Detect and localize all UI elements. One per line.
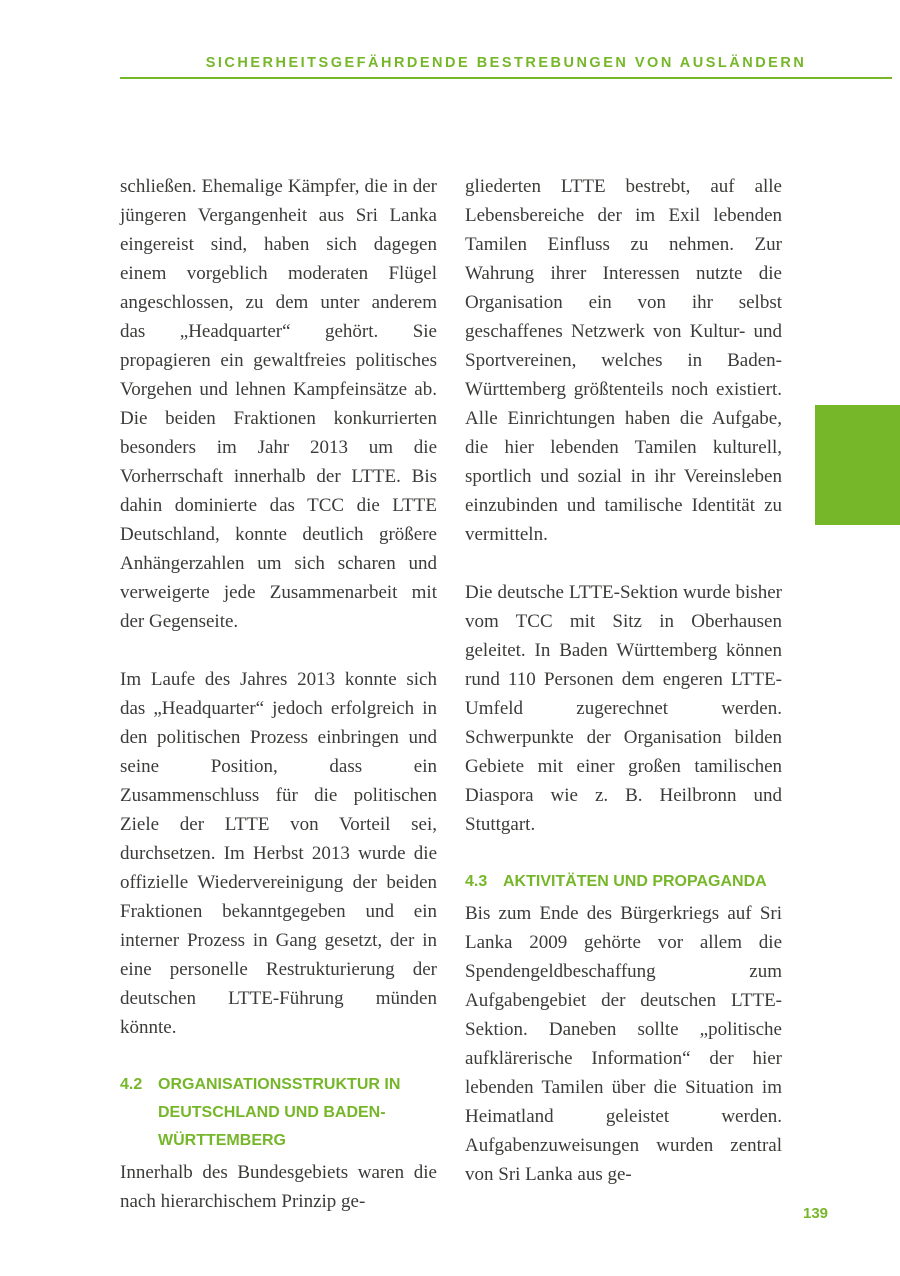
paragraph: gliederten LTTE bestrebt, auf alle Lebensbereiche der im Exil lebenden Tamilen Einfluss zu nehmen. Zur Wahrung ihrer Interessen nutzte die Organisation ein von ihr selbst geschaffenes Netzwerk von Kultur- und Sportvereinen, welches in Baden-Württemberg größtenteils noch existiert. Alle Einrichtungen haben die Aufgabe, die hier lebenden Tamilen kulturell, sportlich und sozial in ihr Vereinsleben einzubinden und tamilische Identität zu vermitteln. xyxy=(465,176,782,545)
section-heading-4-2 xyxy=(120,1071,437,1155)
right-column xyxy=(465,172,782,1245)
paragraph: Die deutsche LTTE-Sektion wurde bisher vom TCC mit Sitz in Oberhausen geleitet. In Baden Württemberg können rund 110 Personen dem engeren LTTE-Umfeld zugerechnet werden. Schwerpunkte der Organisation bilden Gebiete mit einer großen tamilischen Diaspora wie z. B. Heilbronn und Stuttgart. xyxy=(465,582,782,835)
chapter-tab-marker xyxy=(815,405,900,525)
page-header: SICHERHEITSGEFÄHRDENDE BESTREBUNGEN VON AUSLÄNDERN xyxy=(205,55,807,71)
paragraph: Bis zum Ende des Bürgerkriegs auf Sri Lanka 2009 gehörte vor allem die Spendengeldbeschaffung zum Aufgabengebiet der deutschen LTTE-Sektion. Daneben sollte „politische aufklärerische Information“ der hier lebenden Tamilen über die Situation im Heimatland geleistet werden. Aufgabenzuweisungen wurden zentral von Sri Lanka aus ge- xyxy=(465,903,782,1185)
header-rule xyxy=(120,77,892,79)
paragraph: Im Laufe des Jahres 2013 konnte sich das „Headquarter“ jedoch erfolgreich in den politischen Prozess einbringen und seine Position, dass ein Zusammenschluss für die politischen Ziele der LTTE von Vorteil sei, durchsetzen. Im Herbst 2013 wurde die offizielle Wiedervereinigung der beiden Fraktionen bekanntgegeben und ein interner Prozess in Gang gesetzt, der in eine personelle Restrukturierung der deutschen LTTE-Führung münden könnte. xyxy=(120,669,437,1038)
section-number: 4.3 xyxy=(465,873,488,890)
page-number: 139 xyxy=(803,1205,829,1222)
left-column xyxy=(120,172,437,1245)
text-columns xyxy=(120,172,782,1245)
paragraph: Innerhalb des Bundesgebiets waren die nach hierarchischem Prinzip ge- xyxy=(120,1162,437,1212)
section-title: AKTIVITÄTEN UND PROPAGANDA xyxy=(503,873,767,890)
section-title: ORGANISATIONSSTRUKTUR IN DEUTSCHLAND UND BADEN-WÜRTTEMBERG xyxy=(158,1076,401,1149)
section-heading-4-3 xyxy=(465,868,782,896)
section-number: 4.2 xyxy=(120,1076,143,1093)
paragraph: schließen. Ehemalige Kämpfer, die in der jüngeren Vergangenheit aus Sri Lanka eingereist sind, haben sich dagegen einem vorgeblich moderaten Flügel angeschlossen, zu dem unter anderem das „Headquarter“ gehört. Sie propagieren ein gewaltfreies politisches Vorgehen und lehnen Kampfeinsätze ab. Die beiden Fraktionen konkurrierten besonders im Jahr 2013 um die Vorherrschaft innerhalb der LTTE. Bis dahin dominierte das TCC die LTTE Deutschland, konnte deutlich größere Anhängerzahlen um sich scharen und verweigerte jede Zusammenarbeit mit der Gegenseite. xyxy=(120,176,437,632)
